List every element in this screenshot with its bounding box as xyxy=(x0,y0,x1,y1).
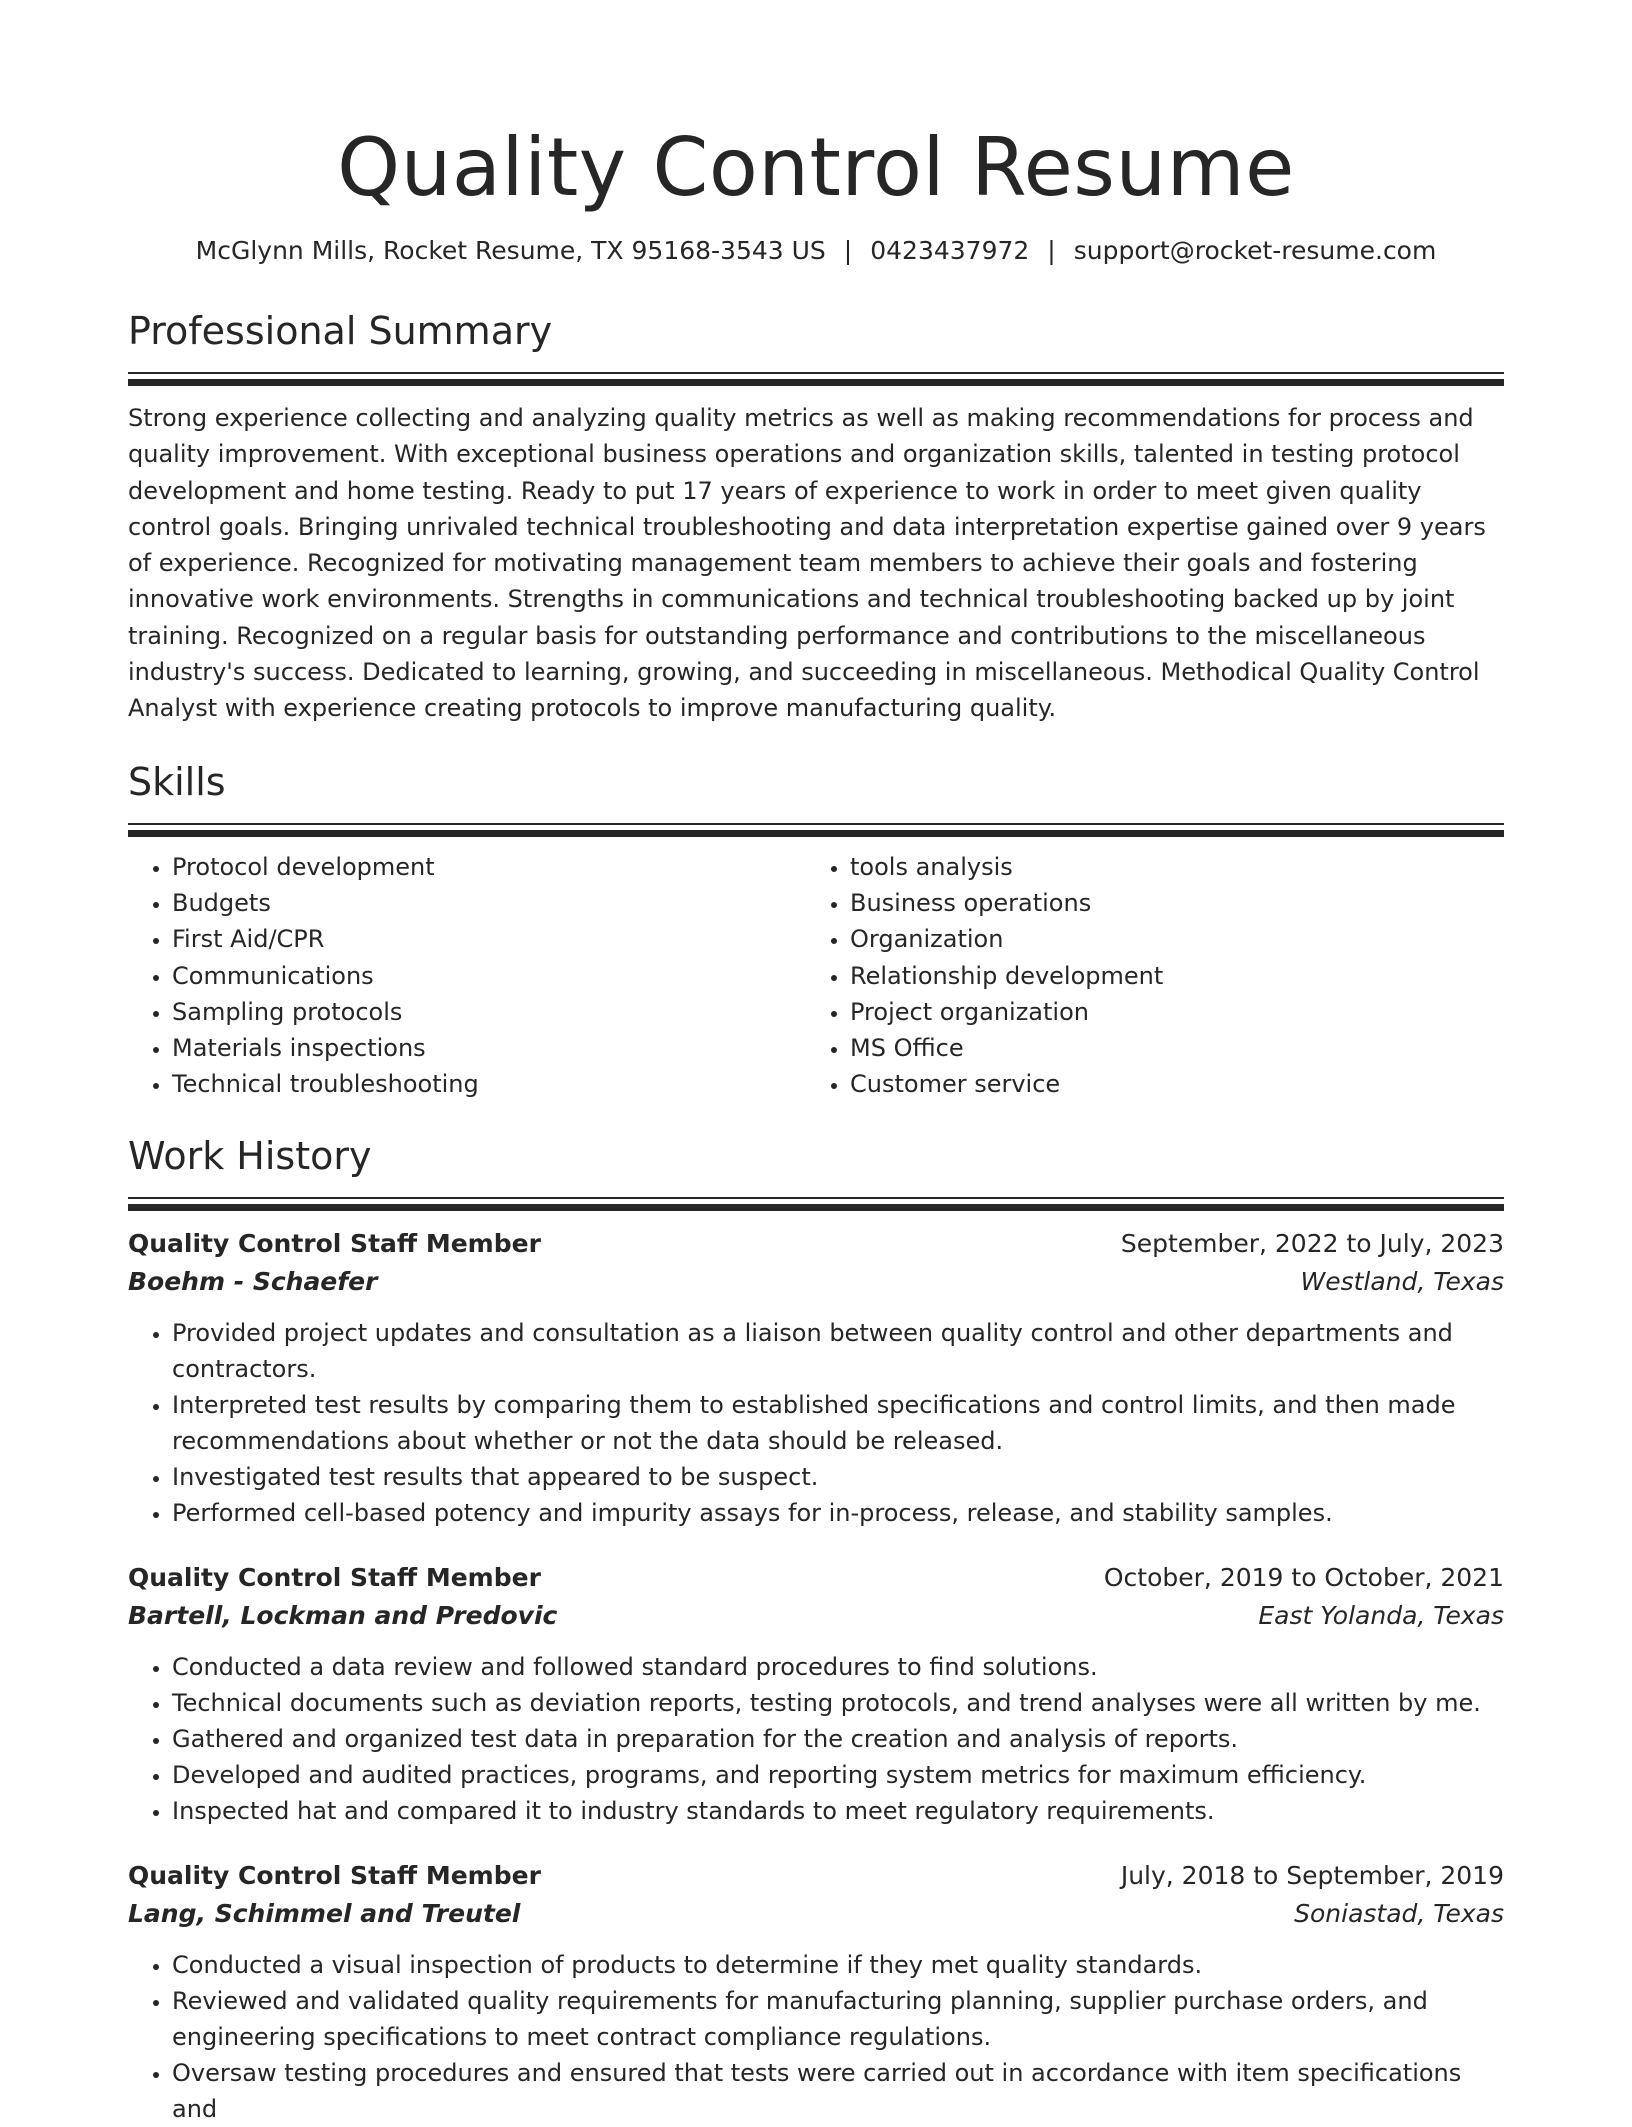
skill-item: • Protocol development xyxy=(172,849,806,885)
job-location: Soniastad, Texas xyxy=(1294,1898,1504,1928)
section-divider xyxy=(128,823,1504,825)
job-dates: October, 2019 to October, 2021 xyxy=(1103,1562,1504,1592)
job-dates: July, 2018 to September, 2019 xyxy=(1120,1860,1504,1890)
skill-item: • Relationship development xyxy=(850,958,1484,994)
job-bullet: • Conducted a data review and followed standard procedures to find solutions. xyxy=(172,1649,1504,1685)
job-company: Lang, Schimmel and Treutel xyxy=(128,1898,521,1928)
job-bullet: • Inspected hat and compared it to industry standards to meet regulatory requirements. xyxy=(172,1793,1504,1829)
job-header xyxy=(128,1225,1504,1263)
job-dates: September, 2022 to July, 2023 xyxy=(1120,1228,1504,1258)
job-title: Quality Control Staff Member xyxy=(128,1562,541,1592)
job-bullet: • Gathered and organized test data in preparation for the creation and analysis of reports. xyxy=(172,1721,1504,1757)
job-bullet: • Investigated test results that appeared to be suspect. xyxy=(172,1459,1504,1495)
contact-phone: 0423437972 xyxy=(870,236,1030,265)
skill-item: • Technical troubleshooting xyxy=(172,1066,806,1102)
job-bullet-list xyxy=(128,1649,1504,1829)
job-bullet: • Interpreted test results by comparing them to established specifications and control limits, and then made recommendations about whether or not the data should be released. xyxy=(172,1387,1504,1459)
skill-item: • First Aid/CPR xyxy=(172,921,806,957)
summary-text: Strong experience collecting and analyzing quality metrics as well as making recommendations for process and quality improvement. With exceptional business operations and organization skills, talented in testing protocol development and home testing. Ready to put 17 years of experience to work in order to meet given quality control goals. Bringing unrivaled technical troubleshooting and data interpretation expertise gained over 9 years of experience. Recognized for motivating management team members to achieve their goals and fostering innovative work environments. Strengths in communications and technical troubleshooting backed up by joint training. Recognized on a regular basis for outstanding performance and contributions to the miscellaneous industry's success. Dedicated to learning, growing, and succeeding in miscellaneous. Methodical Quality Control Analyst with experience creating protocols to improve manufacturing quality. xyxy=(128,404,1486,723)
job-bullet: • Developed and audited practices, programs, and reporting system metrics for maximum efficiency. xyxy=(172,1757,1504,1793)
job-company: Boehm - Schaefer xyxy=(128,1266,378,1296)
skill-item: • Budgets xyxy=(172,885,806,921)
section-heading-work-history: Work History xyxy=(128,1133,372,1178)
job-entry xyxy=(128,1559,1504,1829)
skill-item: • tools analysis xyxy=(850,849,1484,885)
job-bullet-list xyxy=(128,1315,1504,1531)
job-title: Quality Control Staff Member xyxy=(128,1228,541,1258)
job-bullet: • Conducted a visual inspection of products to determine if they met quality standards. xyxy=(172,1947,1504,1983)
job-entry xyxy=(128,1857,1504,2127)
contact-separator: | xyxy=(843,236,853,265)
skills-list-left xyxy=(128,849,806,1103)
job-bullet: • Oversaw testing procedures and ensured that tests were carried out in accordance with item specifications and xyxy=(172,2055,1504,2127)
skill-item: • Project organization xyxy=(850,994,1484,1030)
job-subheader xyxy=(128,1597,1504,1635)
job-title: Quality Control Staff Member xyxy=(128,1860,541,1890)
work-history-section xyxy=(128,1131,1504,2127)
job-bullet: • Performed cell-based potency and impurity assays for in-process, release, and stability samples. xyxy=(172,1495,1504,1531)
job-entry xyxy=(128,1225,1504,1531)
skills-section xyxy=(128,757,1504,1103)
skills-list-right xyxy=(806,849,1484,1103)
contact-address: McGlynn Mills, Rocket Resume, TX 95168-3543 US xyxy=(195,236,826,265)
section-heading-summary: Professional Summary xyxy=(128,309,553,353)
job-location: Westland, Texas xyxy=(1300,1266,1504,1296)
section-divider xyxy=(128,830,1504,837)
section-divider xyxy=(128,379,1504,386)
skill-item: • Business operations xyxy=(850,885,1484,921)
job-bullet: • Technical documents such as deviation reports, testing protocols, and trend analyses were all written by me. xyxy=(172,1685,1504,1721)
job-bullet: • Reviewed and validated quality requirements for manufacturing planning, supplier purchase orders, and engineering specifications to meet contract compliance regulations. xyxy=(172,1983,1504,2055)
skill-item: • Materials inspections xyxy=(172,1030,806,1066)
job-header xyxy=(128,1857,1504,1895)
section-divider xyxy=(128,372,1504,374)
job-subheader xyxy=(128,1895,1504,1933)
job-location: East Yolanda, Texas xyxy=(1258,1600,1504,1630)
skill-item: • Customer service xyxy=(850,1066,1484,1102)
skill-item: • Communications xyxy=(172,958,806,994)
skill-item: • Sampling protocols xyxy=(172,994,806,1030)
job-subheader xyxy=(128,1263,1504,1301)
resume-page xyxy=(128,0,1504,2127)
page-title: Quality Control Resume xyxy=(337,121,1295,214)
contact-line xyxy=(128,234,1504,268)
section-heading-skills: Skills xyxy=(128,759,226,804)
job-header xyxy=(128,1559,1504,1597)
skill-item: • Organization xyxy=(850,921,1484,957)
contact-separator: | xyxy=(1047,236,1056,265)
skill-item: • MS Office xyxy=(850,1030,1484,1066)
skills-grid xyxy=(128,849,1504,1103)
job-bullet-list xyxy=(128,1947,1504,2127)
job-bullet: • Provided project updates and consultation as a liaison between quality control and other departments and contractors. xyxy=(172,1315,1504,1387)
section-divider xyxy=(128,1204,1504,1211)
section-divider xyxy=(128,1197,1504,1199)
contact-email[interactable]: support@rocket-resume.com xyxy=(1073,236,1437,265)
professional-summary-section xyxy=(128,306,1504,727)
job-company: Bartell, Lockman and Predovic xyxy=(128,1600,558,1630)
